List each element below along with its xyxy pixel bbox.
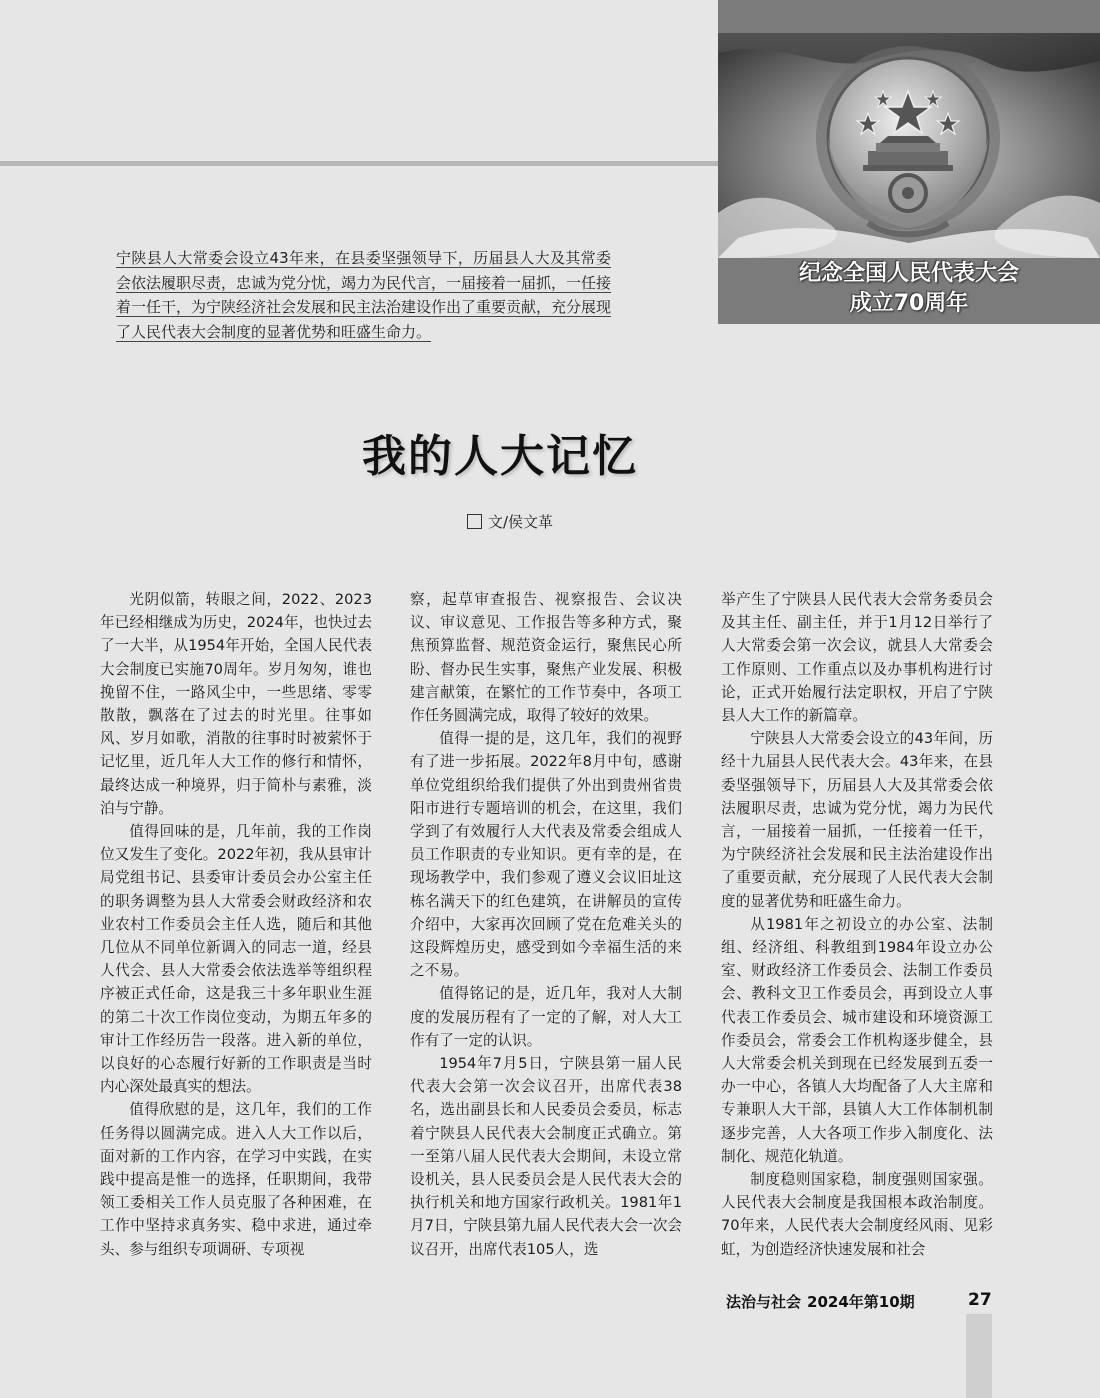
paragraph: 举产生了宁陕县人民代表大会常务委员会及其主任、副主任，并于1月12日举行了人大常委会第一次会议，就县人大常委会工作原则、工作重点以及办事机构进行讨论，正式开始履行法定职权，开启了宁陕县人大工作的新篇章。 (721, 591, 993, 725)
paragraph: 值得回味的是，几年前，我的工作岗位又发生了变化。2022年初，我从县审计局党组书记、县委审计委员会办公室主任的职务调整为县人大常委会财政经济和农业农村工作委员会主任人选，随后和其他几位从不同单位新调入的同志一道，经县人代会、县人大常委会依法选举等组织程序被正式任命，这是我三十多年职业生涯的第二十次工作岗位变动，为期五年多的审计工作经历告一段落。进入新的单位，以良好的心态履行好新的工作职责是当时内心深处最真实的想法。 (100, 823, 372, 1096)
banner-caption-line1: 纪念全国人民代表大会 (798, 261, 1019, 286)
banner-caption (718, 259, 1100, 324)
banner-caption-line2: 成立70周年 (849, 291, 969, 316)
paragraph: 从1981年之初设立的办公室、法制组、经济组、科教组到1984年设立办公室、财政经济工作委员会、法制工作委员会、教科文卫工作委员会，再到设立人事代表工作委员会、城市建设和环境资源工作委员会，常委会工作机构逐步健全，县人大常委会机关到现在已经发展到五委一办一中心，各镇人大均配备了人大主席和专兼职人大干部，县镇人大工作体制机制逐步完善，人大各项工作步入制度化、法制化、规范化轨道。 (721, 915, 993, 1165)
paragraph: 察，起草审查报告、视察报告、会议决议、审议意见、工作报告等多种方式，聚焦预算监督、规范资金运行，聚焦民心所盼、督办民生实事，聚焦产业发展、积极建言献策，在繁忙的工作节奏中，各项工作任务圆满完成，取得了较好的效果。 (410, 591, 682, 725)
article-title: 我的人大记忆 (362, 431, 638, 482)
page-number: 27 (968, 1290, 992, 1310)
square-bullet-icon (467, 514, 482, 529)
body-column-1 (100, 588, 372, 1261)
paragraph: 值得欣慰的是，这几年，我们的工作任务得以圆满完成。进入人大工作以后，面对新的工作内容，在学习中实践，在实践中提高是惟一的选择，任职期间，我带领工委相关工作人员克服了各种困难，在工作中坚持求真务实、稳中求进，通过牵头、参与组织专项调研、专项视 (100, 1101, 372, 1258)
page-edge-strip (966, 1314, 992, 1398)
intro-text: 宁陕县人大常委会设立43年来，在县委坚强领导下，历届县人大及其常委会依法履职尽责，忠诚为党分忧，竭力为民代言，一届接着一届抓，一任接着一任干，为宁陕经济社会发展和民主法治建设作出了重要贡献，充分展现了人民代表大会制度的显著优势和旺盛生命力。 (116, 249, 612, 341)
commemoration-banner (718, 0, 1100, 324)
national-emblem-icon (718, 33, 1100, 258)
byline-text: 文/侯文革 (487, 513, 554, 531)
paragraph: 宁陕县人大常委会设立的43年间，历经十九届县人民代表大会。43年来，在县委坚强领导下，历届县人大及其常委会依法履职尽责，忠诚为党分忧，竭力为民代言，一届接着一届抓，一任接着一任干，为宁陕经济社会发展和民主法治建设作出了重要贡献，充分展现了人民代表大会制度的显著优势和旺盛生命力。 (721, 730, 993, 910)
emblem-photo (718, 33, 1100, 258)
magazine-name: 法治与社会 (726, 1293, 802, 1311)
body-column-2 (410, 588, 682, 1261)
article-byline (0, 511, 1020, 532)
body-column-3 (721, 588, 993, 1261)
paragraph: 制度稳则国家稳，制度强则国家强。人民代表大会制度是我国根本政治制度。70年来，人民代表大会制度经风雨、见彩虹，为创造经济快速发展和社会 (721, 1171, 993, 1258)
paragraph: 1954年7月5日，宁陕县第一届人民代表大会第一次会议召开，出席代表38名，选出副县长和人民委员会委员，标志着宁陕县人民代表大会制度正式确立。第一至第八届人民代表大会期间，未设立常设机关，县人民委员会是人民代表大会的执行机关和地方国家行政机关。1981年1月7日，宁陕县第九届人民代表大会一次会议召开，出席代表105人，选 (410, 1055, 682, 1258)
paragraph: 光阴似箭，转眼之间，2022、2023年已经相继成为历史，2024年，也快过去了一大半，从1954年开始，全国人民代表大会制度已实施70周年。岁月匆匆，谁也挽留不住，一路风尘中，一些思绪、零零散散，飘落在了过去的时光里。往事如风、岁月如歌，消散的往事时时被萦怀于记忆里，近几年人大工作的修行和情怀，最终达成一种境界，归于简朴与素雅，淡泊与宁静。 (100, 591, 372, 817)
header-rule (0, 161, 718, 166)
issue-label: 2024年第10期 (807, 1293, 915, 1311)
page-footer (726, 1291, 915, 1312)
article-intro (116, 246, 611, 344)
paragraph: 值得一提的是，这几年，我们的视野有了进一步拓展。2022年8月中旬，感谢单位党组织给我们提供了外出到贵州省贵阳市进行专题培训的机会，在这里，我们学到了有效履行人大代表及常委会组成人员工作职责的专业知识。更有幸的是，在现场教学中，我们参观了遵义会议旧址这栋名满天下的红色建筑，在讲解员的宣传介绍中，大家再次回顾了党在危难关头的这段辉煌历史，感受到如今幸福生活的来之不易。 (410, 730, 682, 980)
paragraph: 值得铭记的是，近几年，我对人大制度的发展历程有了一定的了解，对人大工作有了一定的认识。 (410, 985, 682, 1049)
